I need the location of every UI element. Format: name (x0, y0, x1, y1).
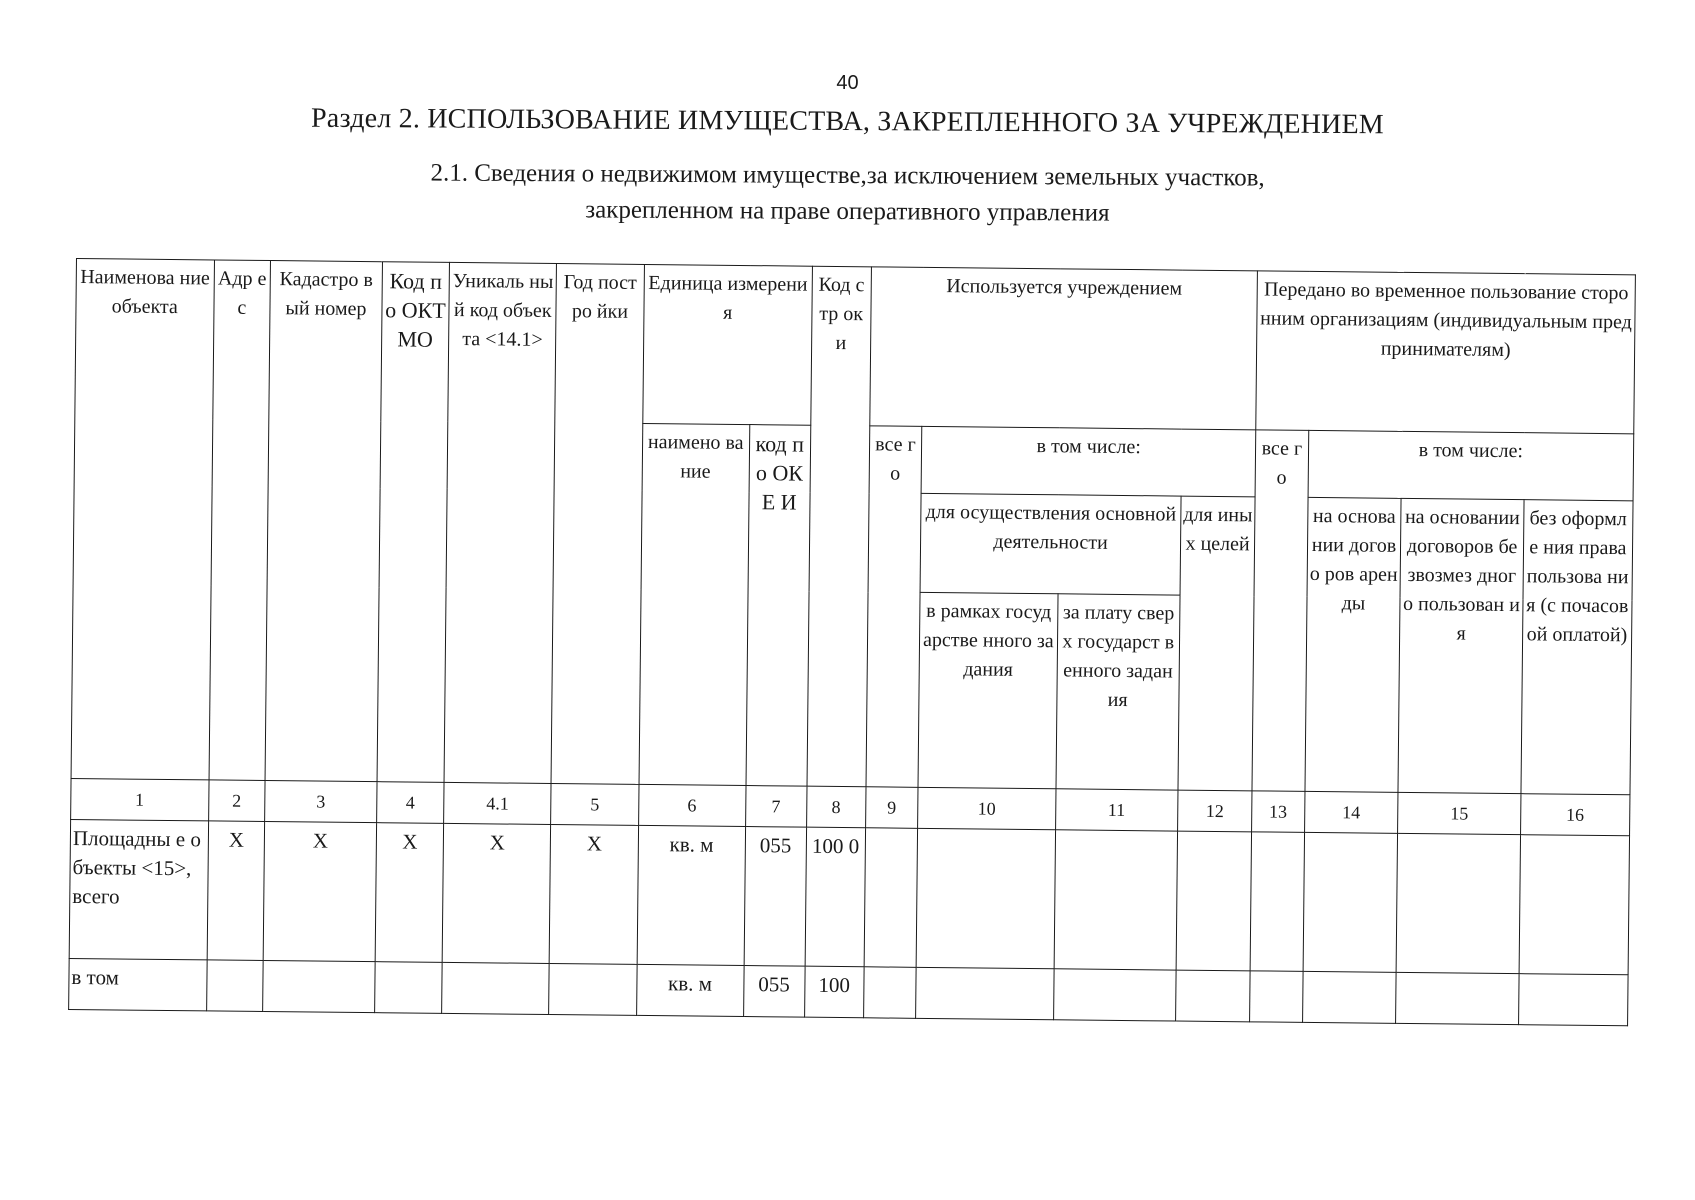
row-unit-name: кв. м (637, 825, 745, 965)
empty-cell (1396, 972, 1519, 1024)
header-used-state-task: в рамках государстве нного задания (918, 592, 1058, 788)
empty-cell (1397, 833, 1521, 973)
empty-cell (1175, 970, 1250, 1022)
empty-cell (549, 963, 637, 1015)
empty-cell (374, 962, 442, 1014)
empty-cell (1250, 832, 1304, 972)
column-number: 3 (265, 781, 377, 823)
row-okei-code: 055 (744, 827, 807, 967)
row-address: X (207, 821, 265, 961)
empty-cell (916, 828, 1055, 968)
header-transferred-total: все го (1252, 430, 1308, 792)
subtitle (0, 153, 1695, 235)
column-number: 4 (376, 782, 444, 824)
column-number: 10 (918, 787, 1056, 829)
empty-cell (263, 961, 375, 1013)
empty-cell (863, 967, 916, 1019)
subtitle-line-2: закрепленном на праве оперативного управления (585, 196, 1110, 227)
header-used-main-activity: для осуществления основной деятельности (920, 493, 1181, 595)
page-number: 40 (836, 72, 859, 94)
table-row (69, 819, 1629, 974)
column-number: 2 (208, 780, 265, 822)
header-transferred-lease: на основа нии догово ров аренды (1305, 497, 1402, 792)
header-cadastral-number: Кадастро вый номер (265, 261, 382, 782)
column-number: 1 (71, 778, 209, 820)
column-number: 7 (745, 786, 807, 828)
section-title: Раздел 2. ИСПОЛЬЗОВАНИЕ ИМУЩЕСТВА, ЗАКРЕПЛЕННОГО ЗА УЧРЕЖДЕНИЕМ (310, 102, 1385, 141)
empty-cell (1518, 974, 1628, 1026)
column-number: 14 (1304, 791, 1398, 833)
column-number: 12 (1177, 790, 1252, 832)
header-unit-name: наимено вание (639, 423, 750, 785)
empty-cell (916, 967, 1054, 1019)
empty-cell (442, 962, 550, 1014)
column-number: 8 (806, 786, 865, 828)
row-line-code: 100 (804, 966, 863, 1018)
row-unique-code: X (442, 823, 550, 963)
empty-cell (206, 960, 263, 1012)
header-transferred-including: в том числе: (1308, 430, 1634, 500)
empty-cell (1302, 971, 1396, 1023)
row-object-name: в том (69, 958, 207, 1010)
header-transferred-no-paperwork: без оформле ния права пользова ния (с почасов ой оплатой) (1521, 500, 1633, 795)
header-row-code: Код стр оки (807, 266, 871, 787)
column-number: 16 (1520, 794, 1630, 836)
header-used-other-purposes: для иных целей (1178, 496, 1255, 791)
empty-cell (1053, 969, 1176, 1021)
row-okei-code: 055 (743, 966, 805, 1018)
property-table (68, 258, 1636, 1026)
column-number: 15 (1398, 792, 1521, 834)
column-number: 9 (865, 787, 918, 829)
row-cadastral-number: X (263, 822, 376, 962)
header-address: Адр ес (209, 260, 271, 781)
header-used-paid-services: за плату сверх государст венного задания (1056, 594, 1180, 790)
header-unit-of-measure: Единица измерения (642, 264, 812, 425)
empty-cell (1303, 832, 1398, 972)
column-number: 13 (1252, 791, 1305, 833)
header-used-by-institution: Используется учреждением (869, 267, 1257, 430)
header-transferred-free-use: на основании договоров безвозмез дного пользован ия (1398, 498, 1523, 793)
column-number: 4.1 (444, 782, 551, 824)
header-used-total: все го (866, 426, 922, 788)
column-number: 6 (638, 784, 745, 826)
empty-cell (1250, 971, 1303, 1023)
row-build-year: X (549, 825, 638, 965)
empty-cell (864, 828, 918, 968)
column-number: 5 (551, 784, 639, 826)
header-okei-code: код по ОКЕ И (746, 425, 811, 787)
header-build-year: Год постро йки (551, 264, 644, 785)
header-used-including: в том числе: (921, 426, 1256, 496)
row-line-code: 100 0 (805, 827, 865, 967)
header-transferred-to-others: Передано во временное пользование сторонним организациям (индивидуальным предпринимателям) (1256, 271, 1635, 434)
header-object-name: Наименова ние объекта (71, 259, 214, 780)
property-table-wrapper (68, 258, 1636, 1026)
row-oktmo-code: X (375, 823, 444, 963)
row-object-name: Площадны е объекты <15>, всего (69, 819, 208, 959)
header-unique-object-code: Уникаль ный код объекта <14.1> (444, 262, 556, 783)
column-number: 11 (1055, 789, 1178, 831)
row-unit-name: кв. м (636, 964, 744, 1016)
empty-cell (1054, 830, 1178, 970)
header-row-1 (75, 259, 1636, 434)
subtitle-line-1: 2.1. Сведения о недвижимом имуществе,за исключением земельных участков, (430, 159, 1265, 192)
empty-cell (1519, 835, 1630, 975)
header-oktmo-code: Код по ОКТ МО (377, 262, 450, 783)
empty-cell (1176, 831, 1252, 971)
